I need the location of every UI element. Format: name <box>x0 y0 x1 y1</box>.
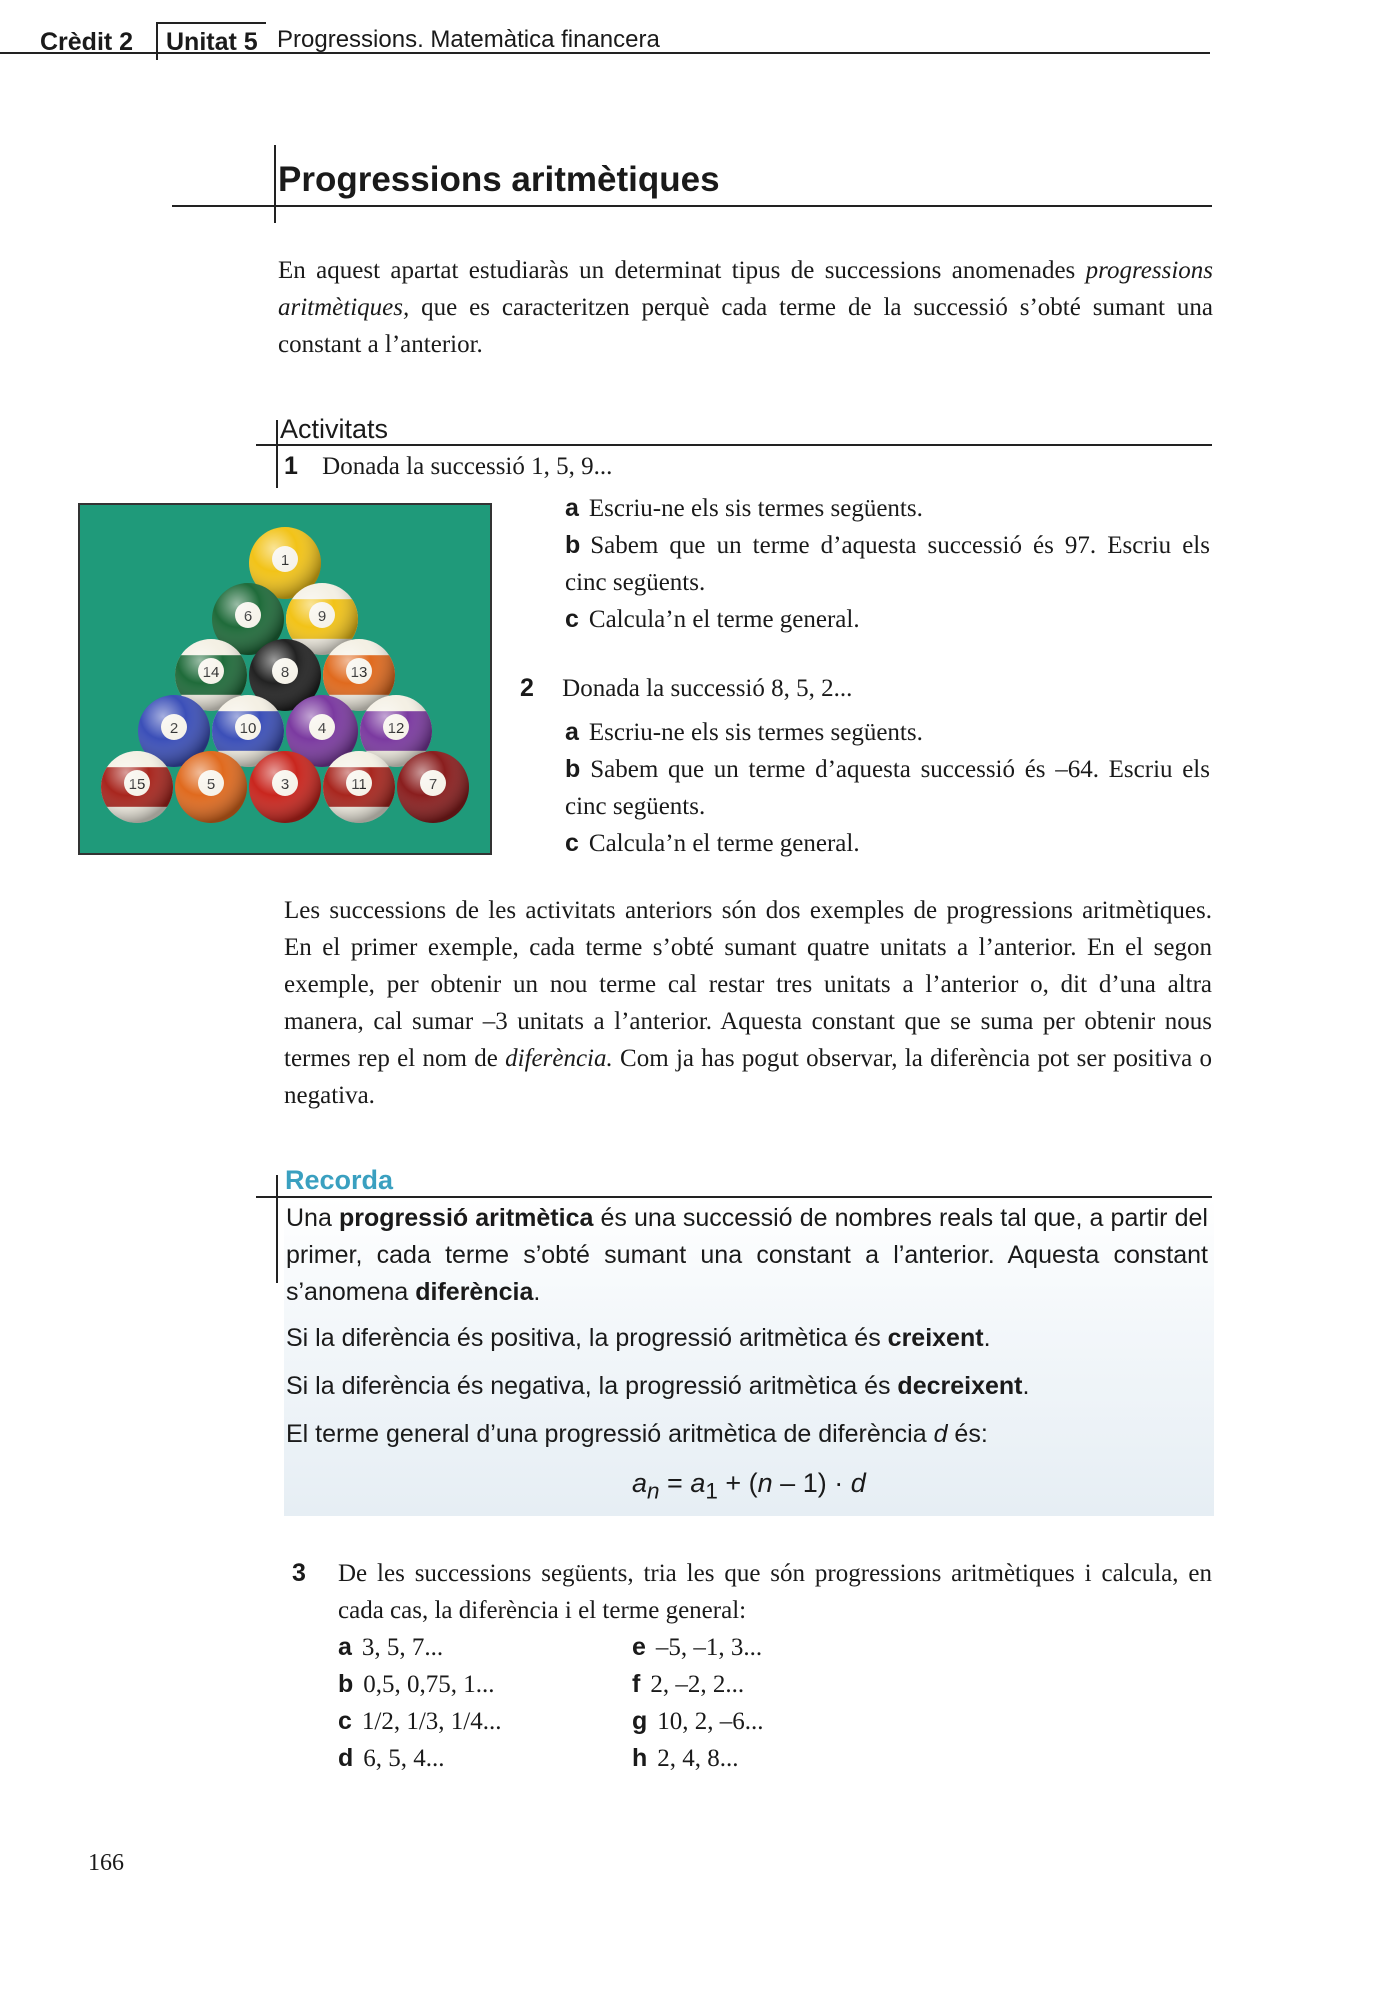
section-title-vrule <box>274 145 276 223</box>
billiard-ball <box>397 751 469 823</box>
explanation-text-1: Les successions de les activitats anteriors són dos exemples de progressions aritmètiques. En el primer exemple, cada terme s’obté sumant quatre unitats a l’anterior. En el segon exemple, per obtenir un nou terme cal restar tres unitats a l’anterior o, dit d’una altra manera, cal sumar –3 unitats a l’anterior. Aquesta constant que se suma per obtenir nous termes rep el nom de <box>284 897 1212 1072</box>
activities-hrule <box>256 444 1212 446</box>
recorda-general-var: d <box>933 1420 948 1448</box>
recorda-label: Recorda <box>285 1165 394 1195</box>
activity-3-text-d: 6, 5, 4... <box>363 1745 445 1772</box>
intro-paragraph <box>278 252 1213 363</box>
billiard-ball <box>323 751 395 823</box>
activity-3-text-a: 3, 5, 7... <box>361 1634 444 1661</box>
activity-3-left-column <box>338 1629 502 1777</box>
activity-1-letter-a: a <box>565 494 579 522</box>
activity-3-right-column <box>632 1629 764 1777</box>
intro-italic: progressions aritmètiques, <box>278 257 1213 321</box>
billiard-balls-photo <box>78 503 492 855</box>
activity-3-item-f <box>632 1666 764 1703</box>
activity-3-letter-b: b <box>338 1670 354 1698</box>
billiard-balls-illustration <box>80 505 490 853</box>
recorda-def-bold-2: diferència <box>415 1278 534 1306</box>
section-title: Progressions aritmètiques <box>278 160 720 199</box>
activity-2-item-c <box>565 825 1210 862</box>
activity-1-item-a <box>565 490 1210 527</box>
header-unit: Unitat 5 <box>156 22 266 60</box>
activities-vrule <box>276 420 278 488</box>
activity-2-item-b <box>565 751 1210 825</box>
intro-text-2: que es caracteritzen perquè cada terme de la successió s’obté sumant una constant a l’anterior. <box>278 294 1213 358</box>
recorda-vrule <box>276 1175 278 1283</box>
activity-1-text-b: Sabem que un terme d’aquesta successió és 97. Escriu els cinc següents. <box>565 532 1210 596</box>
activity-3-statement <box>292 1555 1212 1629</box>
activity-3-item-b <box>338 1666 502 1703</box>
recorda-def-text-3: . <box>533 1278 541 1306</box>
activity-1-statement <box>284 448 612 485</box>
activity-3-letter-f: f <box>632 1670 641 1698</box>
activity-3-text-e: –5, –1, 3... <box>655 1634 763 1661</box>
activity-2-text: Donada la successió 8, 5, 2... <box>562 675 853 702</box>
activity-3-number: 3 <box>292 1559 306 1587</box>
activity-3-letter-a: a <box>338 1633 352 1661</box>
billiard-ball <box>175 751 247 823</box>
activity-1-number: 1 <box>284 452 298 480</box>
activity-1-item-c <box>565 601 1210 638</box>
activity-2-text-b: Sabem que un terme d’aquesta successió és –64. Escriu els cinc següents. <box>565 756 1210 820</box>
activity-3-letter-e: e <box>632 1633 646 1661</box>
recorda-neg-bold: decreixent <box>897 1372 1023 1400</box>
activity-1-text-a: Escriu-ne els sis termes següents. <box>588 495 923 522</box>
recorda-definition <box>286 1200 1208 1311</box>
recorda-def-text-2: és una successió de nombres reals tal que, a partir del primer, cada terme s’obté sumant una constant a l’anterior. Aquesta constant s’anomena <box>286 1204 1208 1306</box>
recorda-positive <box>286 1320 991 1357</box>
activity-1-text: Donada la successió 1, 5, 9... <box>322 453 613 480</box>
formula-plus: + ( <box>717 1468 758 1498</box>
activity-2-letter-b: b <box>565 755 581 783</box>
activity-1-letter-b: b <box>565 531 581 559</box>
page-number: 166 <box>88 1850 124 1876</box>
activity-1-items <box>565 490 1210 638</box>
activity-2-statement <box>520 670 852 707</box>
activity-3-text: De les successions següents, tria les que són progressions aritmètiques i calcula, en cada cas, la diferència i el terme general: <box>338 1560 1212 1624</box>
activity-3-letter-g: g <box>632 1707 648 1735</box>
activity-3-letter-c: c <box>338 1707 352 1735</box>
activity-1-item-b <box>565 527 1210 601</box>
activity-2-item-a <box>565 714 1210 751</box>
explanation-italic: diferència. <box>505 1045 613 1072</box>
formula-a-1: a <box>690 1468 706 1498</box>
formula-a-n: a <box>632 1468 648 1498</box>
intro-text-1: En aquest apartat estudiaràs un determinat tipus de successions anomenades <box>278 257 1086 284</box>
billiard-ball <box>101 751 173 823</box>
activity-3-item-e <box>632 1629 764 1666</box>
activity-1-text-c: Calcula’n el terme general. <box>588 606 860 633</box>
general-term-formula <box>632 1468 866 1504</box>
explanation-paragraph <box>284 892 1212 1114</box>
recorda-neg-text: Si la diferència és negativa, la progressió aritmètica és <box>286 1372 898 1400</box>
activity-1-letter-c: c <box>565 605 579 633</box>
activity-3-item-a <box>338 1629 502 1666</box>
activity-2-text-a: Escriu-ne els sis termes següents. <box>588 719 923 746</box>
recorda-hrule <box>256 1196 1212 1198</box>
header-credit: Crèdit 2 <box>40 28 134 56</box>
activity-2-letter-a: a <box>565 718 579 746</box>
formula-d: d <box>850 1468 866 1498</box>
recorda-pos-end: . <box>983 1324 991 1352</box>
formula-rest: – 1) · <box>772 1468 851 1498</box>
activity-2-number: 2 <box>520 674 534 702</box>
activity-3-text-f: 2, –2, 2... <box>650 1671 745 1698</box>
activity-3-text-g: 10, 2, –6... <box>657 1708 764 1735</box>
activity-3-item-d <box>338 1740 502 1777</box>
billiard-ball <box>249 751 321 823</box>
activity-3-item-c <box>338 1703 502 1740</box>
formula-sub-1: 1 <box>705 1478 718 1504</box>
recorda-pos-text: Si la diferència és positiva, la progressió aritmètica és <box>286 1324 888 1352</box>
activity-3-text-h: 2, 4, 8... <box>657 1745 739 1772</box>
formula-sub-n: n <box>647 1478 660 1504</box>
recorda-general-term <box>286 1416 988 1453</box>
activities-label: Activitats <box>280 414 389 444</box>
activity-2-letter-c: c <box>565 829 579 857</box>
activity-3-item-h <box>632 1740 764 1777</box>
activity-2-text-c: Calcula’n el terme general. <box>588 830 860 857</box>
activity-3-text-c: 1/2, 1/3, 1/4... <box>361 1708 502 1735</box>
activity-3-item-g <box>632 1703 764 1740</box>
recorda-neg-end: . <box>1022 1372 1030 1400</box>
activity-2-items <box>565 714 1210 862</box>
formula-n: n <box>757 1468 773 1498</box>
recorda-def-text-1: Una <box>286 1204 339 1232</box>
section-title-hrule <box>172 205 1212 207</box>
recorda-def-bold-1: progressió aritmètica <box>338 1204 594 1232</box>
recorda-pos-bold: creixent <box>887 1324 984 1352</box>
recorda-general-end: és: <box>947 1420 988 1448</box>
activity-3-text-b: 0,5, 0,75, 1... <box>363 1671 495 1698</box>
formula-equals: = <box>659 1468 691 1498</box>
explanation-text-2: Com ja has pogut observar, la diferència pot ser positiva o negativa. <box>284 1045 1212 1109</box>
recorda-general-text: El terme general d’una progressió aritmètica de diferència <box>286 1420 934 1448</box>
header-title: Progressions. Matemàtica financera <box>277 26 660 53</box>
activity-3-letter-d: d <box>338 1744 354 1772</box>
recorda-negative <box>286 1368 1029 1405</box>
activity-3-letter-h: h <box>632 1744 648 1772</box>
